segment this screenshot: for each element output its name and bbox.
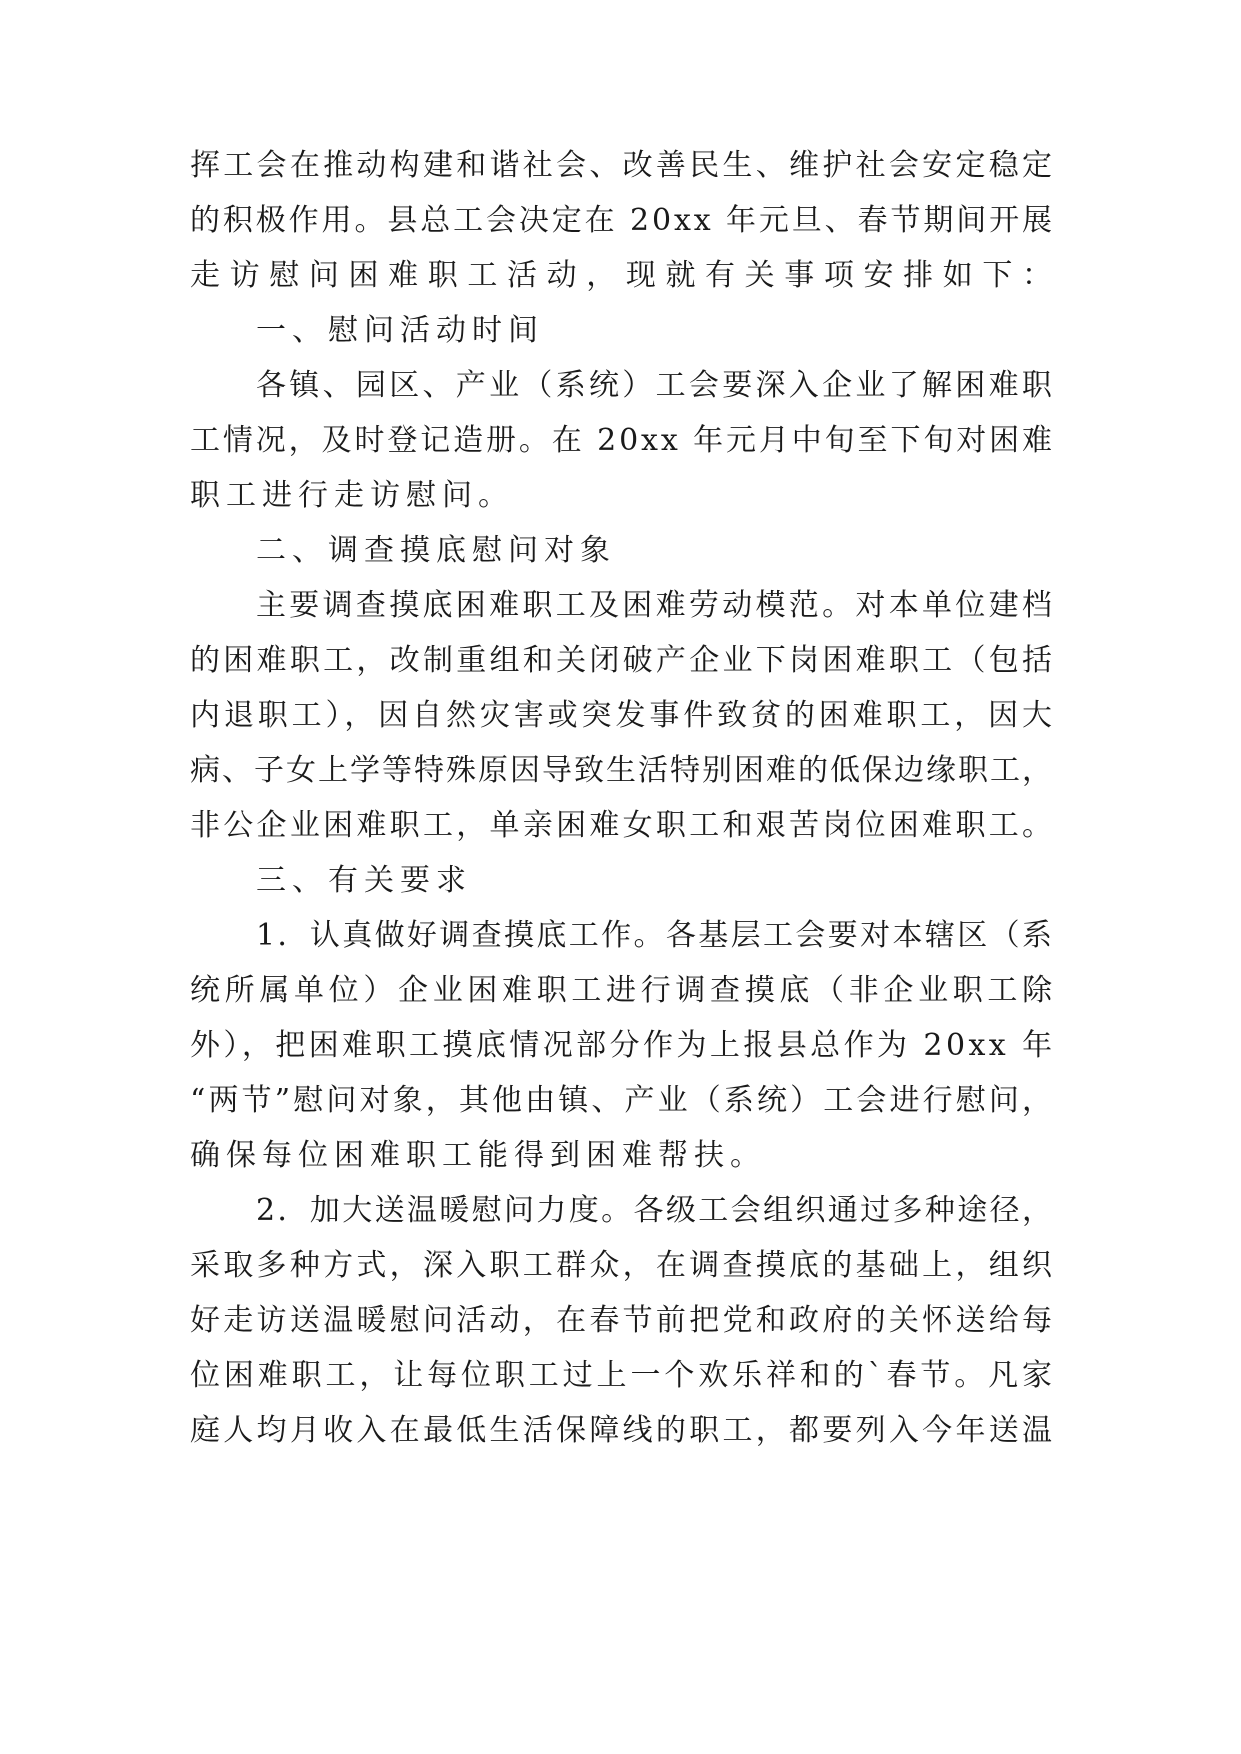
text-line [0,1072,1241,1130]
line-text: 好走访送温暖慰问活动，在春节前把党和政府的关怀送给每 [190,1303,1056,1338]
line-text: 一、慰问活动时间 [256,313,544,348]
line-text: 二、调查摸底慰问对象 [256,533,616,568]
text-line [0,907,1241,965]
text-line [0,357,1241,415]
text-line [0,192,1241,250]
line-text: 的积极作用。县总工会决定在 20xx 年元旦、春节期间开展 [190,203,1055,238]
line-text: 统所属单位）企业困难职工进行调查摸底（非企业职工除 [190,973,1057,1008]
line-text: 1．认真做好调查摸底工作。各基层工会要对本辖区（系 [256,918,1055,953]
text-line [0,632,1241,690]
text-line [0,1182,1241,1240]
text-line [0,137,1241,195]
text-line [0,742,1241,800]
text-line [0,1127,1241,1185]
line-text: 主要调查摸底困难职工及困难劳动模范。对本单位建档 [256,588,1056,623]
text-line [0,1237,1241,1295]
text-line [0,1402,1241,1460]
text-line [0,687,1241,745]
line-text: 挥工会在推动构建和谐社会、改善民生、维护社会安定稳定 [190,148,1056,183]
section-heading [0,522,1241,580]
text-line [0,467,1241,525]
line-text: 外），把困难职工摸底情况部分作为上报县总作为 20xx 年 [190,1028,1056,1063]
text-line [0,797,1241,855]
text-line [0,1347,1241,1405]
text-line [0,577,1241,635]
section-heading [0,302,1241,360]
line-text: 各镇、园区、产业（系统）工会要深入企业了解困难职 [256,368,1056,403]
line-text: 庭人均月收入在最低生活保障线的职工，都要列入今年送温 [190,1413,1056,1448]
line-text: 走访慰问困难职工活动，现就有关事项安排如下： [190,258,1062,293]
line-text: 内退职工），因自然灾害或突发事件致贫的困难职工，因大 [190,698,1056,733]
text-line [0,1017,1241,1075]
line-text: 职工进行走访慰问。 [190,478,514,513]
text-line [0,412,1241,470]
line-text: 2．加大送温暖慰问力度。各级工会组织通过多种途径， [256,1193,1055,1228]
text-line [0,962,1241,1020]
line-text: 位困难职工，让每位职工过上一个欢乐祥和的`春节。凡家 [190,1358,1056,1393]
line-text: 三、有关要求 [256,863,472,898]
line-text: 确保每位困难职工能得到困难帮扶。 [190,1138,766,1173]
line-text: 工情况，及时登记造册。在 20xx 年元月中旬至下旬对困难 [190,423,1055,458]
section-heading [0,852,1241,910]
line-text: 病、子女上学等特殊原因导致生活特别困难的低保边缘职工， [190,753,1054,788]
text-line [0,247,1241,305]
line-text: 的困难职工，改制重组和关闭破产企业下岗困难职工（包括 [190,643,1056,678]
text-line [0,1292,1241,1350]
line-text: 采取多种方式，深入职工群众，在调查摸底的基础上，组织 [190,1248,1056,1283]
line-text: 非公企业困难职工，单亲困难女职工和艰苦岗位困难职工。 [190,808,1056,843]
line-text: “两节”慰问对象，其他由镇、产业（系统）工会进行慰问， [190,1083,1056,1118]
